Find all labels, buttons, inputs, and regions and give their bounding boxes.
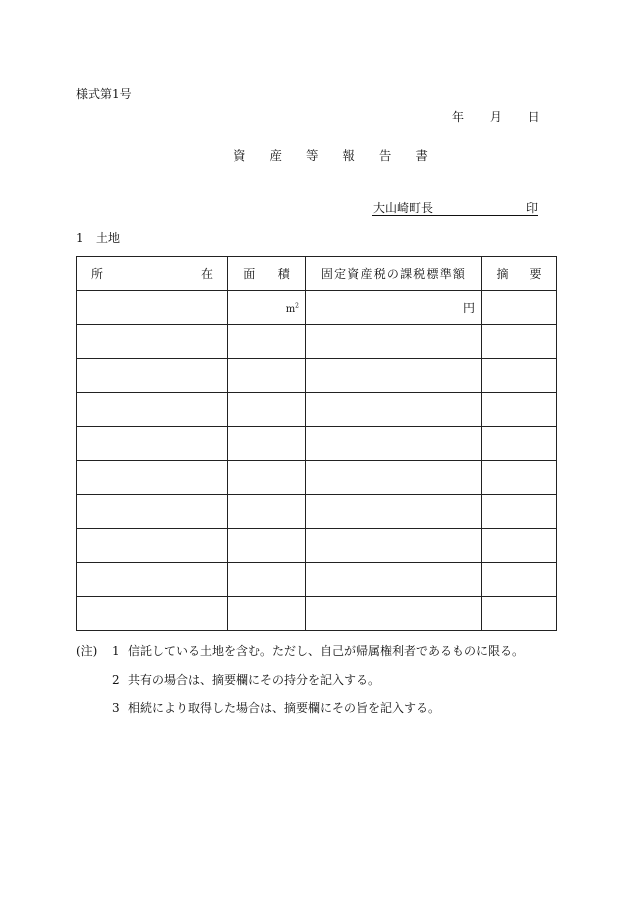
header-location-right: 在 bbox=[200, 267, 213, 281]
cell-area[interactable] bbox=[228, 359, 306, 393]
cell-remarks[interactable] bbox=[482, 359, 557, 393]
table-row bbox=[77, 427, 557, 461]
cell-remarks[interactable] bbox=[482, 597, 557, 631]
cell-area[interactable] bbox=[228, 427, 306, 461]
header-remarks-left: 摘 bbox=[496, 267, 509, 281]
section-title: 土地 bbox=[96, 231, 121, 245]
note-item-1 bbox=[76, 642, 524, 659]
header-location bbox=[77, 257, 228, 291]
cell-value[interactable] bbox=[306, 393, 482, 427]
cell-remarks[interactable] bbox=[482, 461, 557, 495]
cell-value[interactable] bbox=[306, 495, 482, 529]
cell-area[interactable] bbox=[228, 393, 306, 427]
cell-value[interactable] bbox=[306, 529, 482, 563]
cell-value[interactable] bbox=[306, 291, 482, 325]
form-number: 様式第1号 bbox=[76, 87, 132, 101]
header-value-label: 固定資産税の課税標準額 bbox=[320, 267, 467, 281]
header-remarks bbox=[482, 257, 557, 291]
section-heading bbox=[76, 229, 120, 246]
cell-remarks[interactable] bbox=[482, 563, 557, 597]
cell-remarks[interactable] bbox=[482, 291, 557, 325]
note-item-3 bbox=[76, 699, 440, 716]
cell-location[interactable] bbox=[77, 325, 228, 359]
cell-area[interactable] bbox=[228, 291, 306, 325]
note-item-2 bbox=[76, 671, 380, 688]
note-text: 共有の場合は、摘要欄にその持分を記入する。 bbox=[128, 673, 381, 687]
cell-location[interactable] bbox=[77, 529, 228, 563]
table-header-row bbox=[77, 257, 557, 291]
cell-remarks[interactable] bbox=[482, 529, 557, 563]
note-prefix: (注) bbox=[76, 644, 98, 658]
cell-remarks[interactable] bbox=[482, 393, 557, 427]
table-row bbox=[77, 597, 557, 631]
cell-location[interactable] bbox=[77, 563, 228, 597]
page-title: 資 産 等 報 告 書 bbox=[233, 148, 431, 163]
recipient-name: 大山崎町長 bbox=[373, 201, 434, 215]
cell-value[interactable] bbox=[306, 359, 482, 393]
note-number: 3 bbox=[112, 701, 120, 715]
cell-location[interactable] bbox=[77, 393, 228, 427]
cell-area[interactable] bbox=[228, 325, 306, 359]
table-row bbox=[77, 495, 557, 529]
date-line: 年 月 日 bbox=[452, 110, 540, 124]
cell-value[interactable] bbox=[306, 325, 482, 359]
header-location-left: 所 bbox=[91, 267, 104, 281]
cell-area[interactable] bbox=[228, 597, 306, 631]
cell-location[interactable] bbox=[77, 597, 228, 631]
cell-location[interactable] bbox=[77, 461, 228, 495]
table-row bbox=[77, 359, 557, 393]
header-remarks-right: 要 bbox=[529, 267, 542, 281]
note-number: 1 bbox=[112, 644, 120, 658]
cell-value[interactable] bbox=[306, 597, 482, 631]
header-area-right: 積 bbox=[277, 267, 290, 281]
cell-remarks[interactable] bbox=[482, 325, 557, 359]
unit-yen: 円 bbox=[462, 301, 475, 315]
cell-remarks[interactable] bbox=[482, 495, 557, 529]
table-row bbox=[77, 325, 557, 359]
table-row bbox=[77, 529, 557, 563]
table-row bbox=[77, 563, 557, 597]
note-text: 相続により取得した場合は、摘要欄にその旨を記入する。 bbox=[128, 701, 441, 715]
cell-value[interactable] bbox=[306, 563, 482, 597]
cell-area[interactable] bbox=[228, 563, 306, 597]
recipient-line bbox=[372, 199, 538, 216]
cell-value[interactable] bbox=[306, 427, 482, 461]
header-area-left: 面 bbox=[243, 267, 256, 281]
cell-location[interactable] bbox=[77, 291, 228, 325]
section-number: 1 bbox=[76, 231, 84, 245]
cell-location[interactable] bbox=[77, 427, 228, 461]
table-row bbox=[77, 291, 557, 325]
table-row bbox=[77, 393, 557, 427]
header-area bbox=[228, 257, 306, 291]
cell-location[interactable] bbox=[77, 495, 228, 529]
cell-area[interactable] bbox=[228, 461, 306, 495]
table-row bbox=[77, 461, 557, 495]
unit-square-meter: $m^2$ bbox=[285, 302, 299, 315]
cell-area[interactable] bbox=[228, 529, 306, 563]
note-text: 信託している土地を含む。ただし、自己が帰属権利者であるものに限る。 bbox=[128, 644, 525, 658]
cell-area[interactable] bbox=[228, 495, 306, 529]
seal-mark: 印 bbox=[525, 201, 538, 215]
note-number: 2 bbox=[112, 673, 120, 687]
cell-remarks[interactable] bbox=[482, 427, 557, 461]
header-value bbox=[306, 257, 482, 291]
land-table bbox=[76, 256, 557, 631]
cell-value[interactable] bbox=[306, 461, 482, 495]
cell-location[interactable] bbox=[77, 359, 228, 393]
